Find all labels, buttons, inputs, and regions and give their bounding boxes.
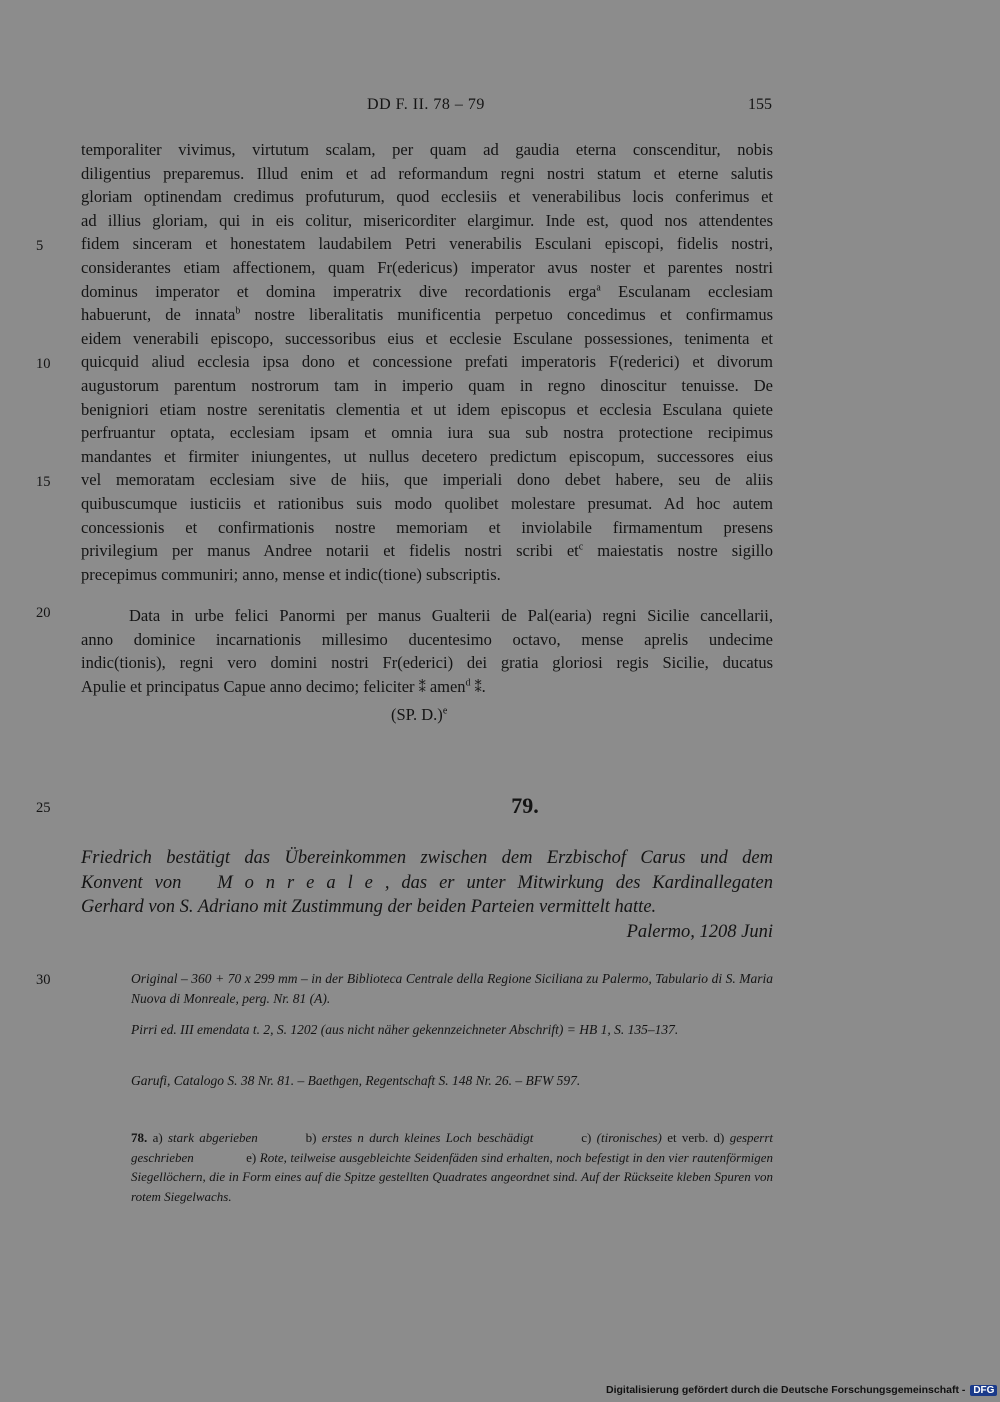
text-segment: Apulie et principatus Capue anno decimo; feliciter: [81, 676, 415, 696]
regest-line: Friedrich bestätigt das Übereinkommen zwischen dem Erzbischof Carus und dem: [81, 848, 773, 868]
text-line: [81, 280, 773, 304]
datum-line: indic(tionis), regni vero domini nostri Fr(ederici) dei gratia gloriosi regis Sicilie, ducatus: [81, 653, 773, 673]
text-line: ad illius gloriam, qui in eis colitur, misericorditer elargimur. Inde est, quod nos attendentes: [81, 210, 773, 230]
source-original: [131, 969, 773, 1008]
text-line: concessionis et confirmationis nostre memoriam et inviolabile firmamentum presens: [81, 517, 773, 537]
source-entry: Original – 360 + 70 x 299 mm – in der Biblioteca Centrale della Regione Siciliana zu Palermo, Tabulario di S. Maria Nuova di Monreale, perg. Nr. 81 (A).: [131, 971, 773, 1006]
text-line: augustorum parentum nostrorum tam in imperio quam in regno dinoscitur tenuisse. De: [81, 375, 773, 395]
text-segment: privilegium per manus Andree notarii et fidelis nostri scribi et: [81, 541, 579, 561]
footnote-c: (tironisches): [596, 1130, 662, 1145]
text-line: fidem sinceram et honestatem laudabilem Petri venerabilis Esculani episcopi, fidelis nostri,: [81, 234, 773, 254]
footnote-marker-b: b: [235, 305, 241, 317]
footnote-a: stark abgerieben: [167, 1130, 258, 1145]
text-line: benigniori etiam nostre serenitatis clementia et ut idem episcopus et ecclesia Esculana quiete: [81, 399, 773, 419]
dfg-logo: DFG: [970, 1385, 997, 1396]
line-number-20: 20: [36, 605, 51, 621]
footnote-marker-a: a: [596, 282, 601, 294]
text-segment: amen: [429, 676, 466, 696]
footnote-label: 78.: [131, 1130, 148, 1145]
text-line: quibuscumque iusticiis et rationibus suis modo quolibet molestare presumat. Ad hoc autem: [81, 493, 773, 513]
line-number-25: 25: [36, 800, 51, 816]
text-segment: Esculanam ecclesiam: [600, 281, 773, 301]
line-number-10: 10: [36, 356, 51, 372]
funding-footer: [606, 1384, 997, 1396]
source-literature: [131, 1071, 773, 1091]
line-number-30: 30: [36, 972, 51, 988]
line-number-5: 5: [36, 238, 44, 254]
text-line: eidem venerabili episcopo, successoribus eius et ecclesie Esculane possessiones, tenimenta et: [81, 328, 773, 348]
text-line: mandantes et firmiter iniungentes, ut nullus decetero predictum episcopum, successores eius: [81, 446, 773, 466]
text-line: gloriam optinendam credimus profuturum, quod ecclesiis et venerabilibus locis conferimus et: [81, 187, 773, 207]
text-line: [81, 303, 773, 327]
text-line: diligentius preparemus. Illud enim et ad reformandum regni nostri statum et eterne salutis: [81, 163, 773, 183]
footer-text: Digitalisierung gefördert durch die Deutsche Forschungsgemeinschaft -: [606, 1384, 966, 1396]
text-segment: habuerunt, de innata: [81, 305, 236, 325]
footnote-key: d): [713, 1130, 725, 1145]
footnote-marker-c: c: [578, 541, 584, 553]
text-segment: dominus imperator et domina imperatrix dive recordationis erga: [81, 281, 597, 301]
datum-line: Apulie et principatus Capue anno decimo; feliciter ⁑ amen$^d$ ⁑.: [81, 676, 486, 696]
text-line: perfruantur optata, ecclesiam ipsam et omnia iura sua sub nostra protectione recipimus: [81, 423, 773, 443]
text-line: vel memoratam ecclesiam sive de hiis, que imperiali dono debet habere, seu de aliis: [81, 470, 773, 490]
text-line: [81, 539, 773, 563]
datum-paragraph: [81, 604, 773, 700]
seal-notation: [391, 705, 447, 725]
running-title: DD F. II. 78 – 79: [367, 96, 485, 113]
document-78-text: [81, 138, 773, 586]
footnote-b: erstes n durch kleines Loch beschädigt: [321, 1130, 534, 1145]
line-number-15: 15: [36, 474, 51, 490]
document-number: 79.: [511, 793, 539, 818]
text-line: quicquid aliud ecclesia ipsa dono et concessione prefati imperatoris F(rederici) et divorum: [81, 352, 773, 372]
text-line: precepimus communiri; anno, mense et indic(tione) subscriptis.: [81, 564, 501, 584]
tironian-mark: ⁑: [474, 680, 482, 696]
regest-line: Gerhard von S. Adriano mit Zustimmung der beiden Parteien vermittelt hatte.: [81, 897, 657, 917]
source-entry: Pirri ed. III emendata t. 2, S. 1202 (aus nicht näher gekennzeichneter Abschrift) = HB 1, S. 135–137.: [131, 1022, 679, 1037]
page-number: 155: [748, 96, 772, 113]
footnote-marker-d: d: [465, 677, 471, 689]
tironian-mark: ⁑: [418, 680, 426, 696]
regest: [81, 846, 773, 944]
text-segment: maiestatis nostre sigillo: [583, 541, 773, 561]
footnote-key: b): [305, 1130, 317, 1145]
source-edition: [131, 1020, 773, 1040]
footnote-marker-e: e: [442, 705, 448, 717]
text-line: considerantes etiam affectionem, quam Fr(edericus) imperator avus noster et parentes nostri: [81, 257, 773, 277]
running-header: [80, 96, 772, 120]
footnote-c-after: et verb.: [667, 1130, 709, 1145]
regest-line: Konvent von M o n r e a l e , das er unter Mitwirkung des Kardinallegaten: [81, 872, 773, 893]
text-line: temporaliter vivimus, virtutum scalam, per quam ad gaudia eterna conscenditur, nobis: [81, 140, 773, 159]
source-entry: Garufi, Catalogo S. 38 Nr. 81. – Baethgen, Regentschaft S. 148 Nr. 26. – BFW 597.: [131, 1073, 581, 1088]
footnotes-78: [131, 1128, 773, 1206]
footnote-key: e): [246, 1149, 257, 1165]
text-segment: nostre liberalitatis munificentia perpetuo concedimus et confirmamus: [240, 305, 773, 325]
footnote-e: Rote, teilweise ausgebleichte Seidenfäden sind erhalten, noch befestigt in den vier rautenförmigen Siegellöchern, die in Form eines auf die Spitze gestellten Quadrates angeordnet sind. Auf der Rückseite kleben Spuren von rotem Siegelwachs.: [131, 1149, 774, 1204]
seal-text: (SP. D.): [391, 705, 443, 724]
footnote-block: [131, 1128, 773, 1206]
footnote-key: a): [152, 1130, 163, 1145]
datum-line: anno dominice incarnationis millesimo ducentesimo octavo, mense aprelis undecime: [81, 629, 773, 649]
footnote-key: c): [581, 1130, 592, 1145]
footnote-d: gesperrt geschrieben: [131, 1130, 774, 1165]
datum-line: Data in urbe felici Panormi per manus Gualterii de Pal(earia) regni Sicilie cancellarii,: [129, 606, 773, 625]
regest-date: Palermo, 1208 Juni: [626, 921, 773, 942]
